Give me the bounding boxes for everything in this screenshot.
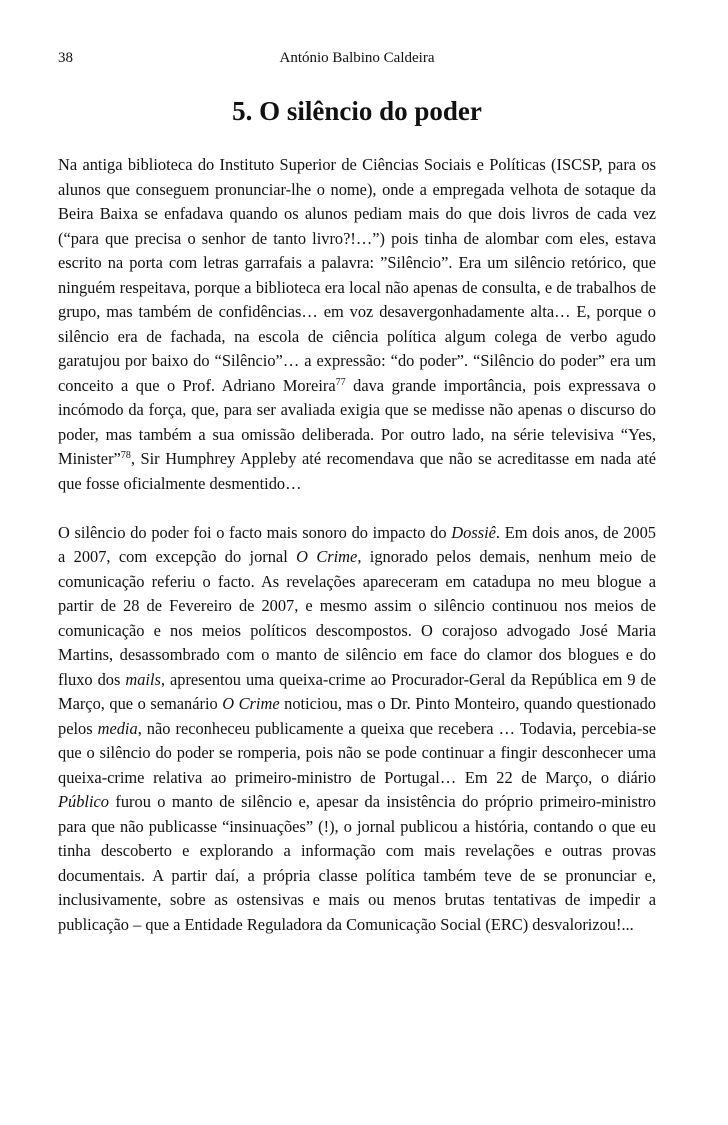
text-run: noticiou, mas o Dr. Pinto Monteiro, quando questionado pelos bbox=[58, 694, 656, 738]
italic-text: mails bbox=[125, 669, 161, 689]
footnote-ref: 77 bbox=[335, 376, 346, 388]
italic-text: O Crime bbox=[296, 547, 358, 566]
text-run: dava grande importância, pois expressava o incómodo da força, que, para ser avaliada exigia que se medisse não apenas o discurso do poder, mas também a sua omissão deliberada. Por outro lado, na série televisiva “Yes, Minister” bbox=[58, 375, 656, 468]
italic-text: O Crime bbox=[222, 694, 280, 713]
chapter-title: 5. O silêncio do poder bbox=[232, 96, 482, 126]
italic-text: Público bbox=[58, 792, 109, 811]
text-run: , não reconheceu publicamente a queixa que recebera … Todavia, percebia-se que o silêncio do poder se romperia, pois não se pode continuar a fingir desconhecer uma queixa-crime relativa ao primeiro-ministro de Portugal… Em 22 de Março, o diário bbox=[58, 718, 656, 787]
page-header bbox=[58, 50, 656, 72]
text-run: . Em dois anos, de 2005 a 2007, com excepção do jornal bbox=[58, 522, 656, 566]
text-run: O silêncio do poder foi o facto mais sonoro do impacto do bbox=[58, 522, 452, 542]
text-run: , ignorado pelos demais, nenhum meio de comunicação referiu o facto. As revelações apareceram em catadupa no meu blogue a partir de 28 de Fevereiro de 2007, e mesmo assim o silêncio continuou nos meios de comunicação e nos meios políticos descompostos. O corajoso advogado José Maria Martins, desassombrado com o manto de silêncio em face do clamor dos blogues e do fluxo dos bbox=[58, 547, 657, 689]
text-run: furou o manto de silêncio e, apesar da insistência do próprio primeiro-ministro para que não publicasse “insinuações” (!), o jornal publicou a história, contando o que eu tinha descoberto e explorando a informação com mais revelações e outras provas documentais. A partir daí, a própria classe política também teve de se pronunciar e, inclusivamente, sobre as ostensivas e mais ou menos brutas tentativas de impedir a publicação – que a Entidade Reguladora da Comunicação Social (ERC) desvalorizou!... bbox=[58, 792, 656, 934]
body-text bbox=[58, 153, 656, 937]
footnote-ref: 78 bbox=[120, 450, 131, 461]
text-run: , apresentou uma queixa-crime ao Procurador-Geral da República em 9 de Março, que o semanário bbox=[58, 669, 656, 713]
paragraph bbox=[58, 521, 656, 938]
italic-text: media bbox=[97, 718, 138, 738]
running-head: António Balbino Caldeira bbox=[279, 50, 435, 66]
text-run: , Sir Humphrey Appleby até recomendava que não se acreditasse em nada até que fosse oficialmente desmentido… bbox=[58, 449, 656, 493]
italic-text: Dossiê bbox=[451, 522, 496, 542]
page-number: 38 bbox=[58, 50, 73, 66]
paragraph bbox=[58, 153, 656, 496]
text-run: Na antiga biblioteca do Instituto Superior de Ciências Sociais e Políticas (ISCSP, para os alunos que conseguem pronunciar-lhe o nome), onde a empregada velhota de sotaque da Beira Baixa se enfadava quando os alunos pediam mais do que dois livros de cada vez (“para que precisa o senhor de tanto livro?!…”) pois tinha de alombar com eles, estava escrito na porta com letras garrafais a palavra: ”Silêncio”. Era um silêncio retórico, que ninguém respeitava, porque a biblioteca era local não apenas de consulta, e de trabalhos de grupo, mas também de confidências… em voz desavergonhadamente alta… E, porque o silêncio era de fachada, na escola de ciência política algum colega de verbo agudo garatujou por baixo do “Silêncio”… a expressão: “do poder”. “Silêncio do poder” era um conceito a que o Prof. Adriano Moreira bbox=[58, 155, 656, 395]
